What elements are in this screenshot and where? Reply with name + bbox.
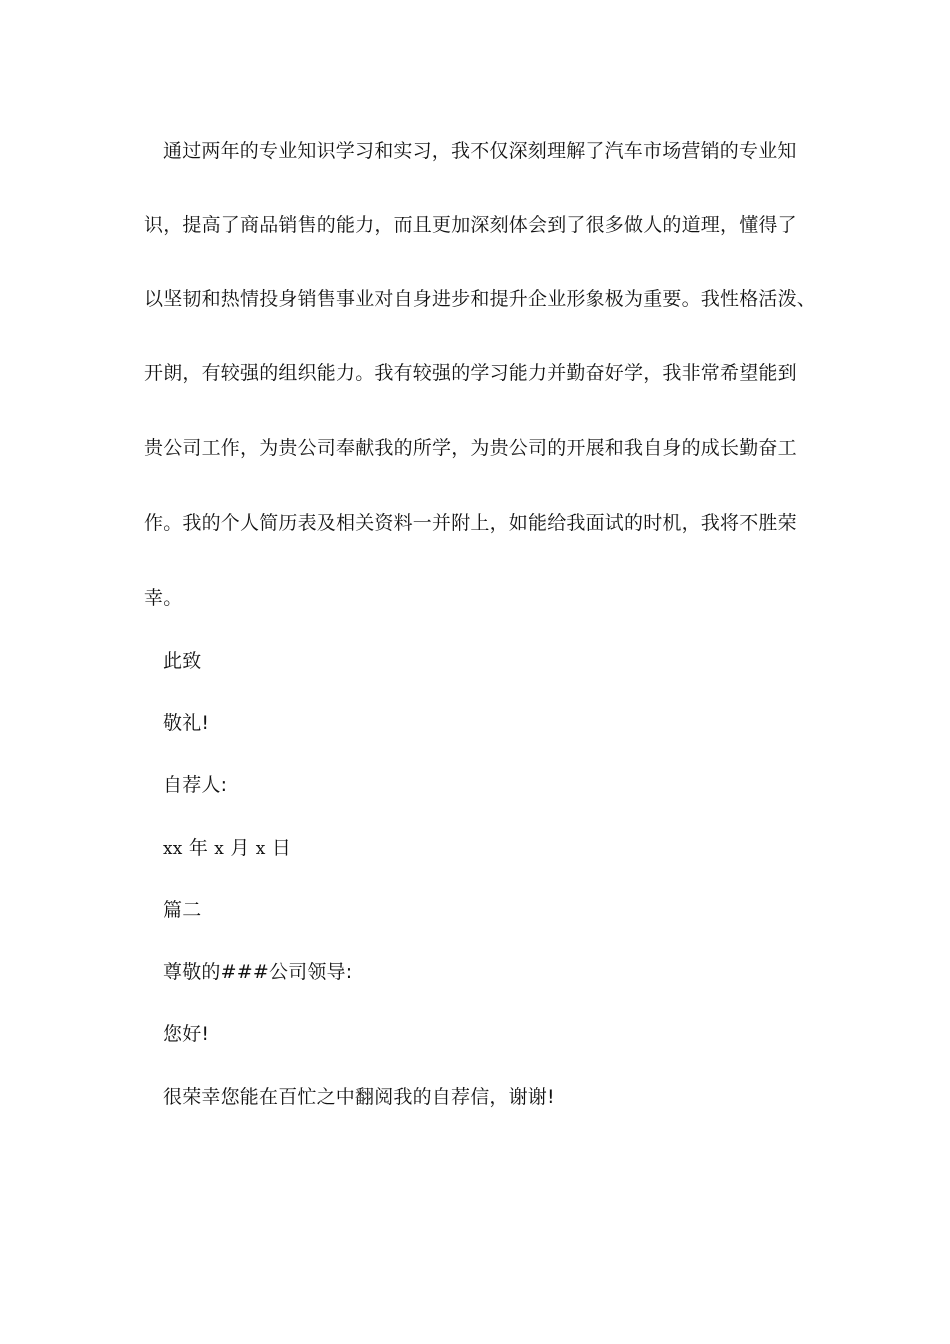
section-heading: 篇二 — [163, 899, 202, 921]
date-month-label: 月 — [230, 837, 250, 859]
salutation-line-1: 此致 — [163, 650, 202, 672]
paragraph-line: 以坚韧和热情投身销售事业对自身进步和提升企业形象极为重要。我性格活泼、 — [144, 288, 817, 310]
opening-line: 很荣幸您能在百忙之中翻阅我的自荐信，谢谢! — [163, 1086, 555, 1108]
hello-line: 您好! — [163, 1023, 210, 1045]
paragraph-line: 开朗，有较强的组织能力。我有较强的学习能力并勤奋好学，我非常希望能到 — [144, 362, 797, 384]
salutation-line-2: 敬礼! — [163, 712, 210, 734]
paragraph-line: 作。我的个人简历表及相关资料一并附上，如能给我面试的时机，我将不胜荣 — [144, 512, 797, 534]
date-day-label: 日 — [271, 837, 292, 859]
date-day-value: x — [255, 839, 266, 859]
date-year-label: 年 — [188, 837, 209, 859]
paragraph-line: 贵公司工作，为贵公司奉献我的所学，为贵公司的开展和我自身的成长勤奋工 — [144, 437, 797, 459]
date-line — [163, 835, 843, 862]
paragraph-line: 通过两年的专业知识学习和实习，我不仅深刻理解了汽车市场营销的专业知 — [163, 140, 797, 162]
date-month-value: x — [214, 839, 225, 859]
greeting-line: 尊敬的###公司领导: — [163, 961, 353, 983]
paragraph-line: 幸。 — [144, 587, 183, 609]
date-year-value: xx — [163, 839, 183, 859]
signer-label: 自荐人: — [163, 774, 228, 796]
paragraph-line: 识，提高了商品销售的能力，而且更加深刻体会到了很多做人的道理，懂得了 — [144, 214, 797, 236]
